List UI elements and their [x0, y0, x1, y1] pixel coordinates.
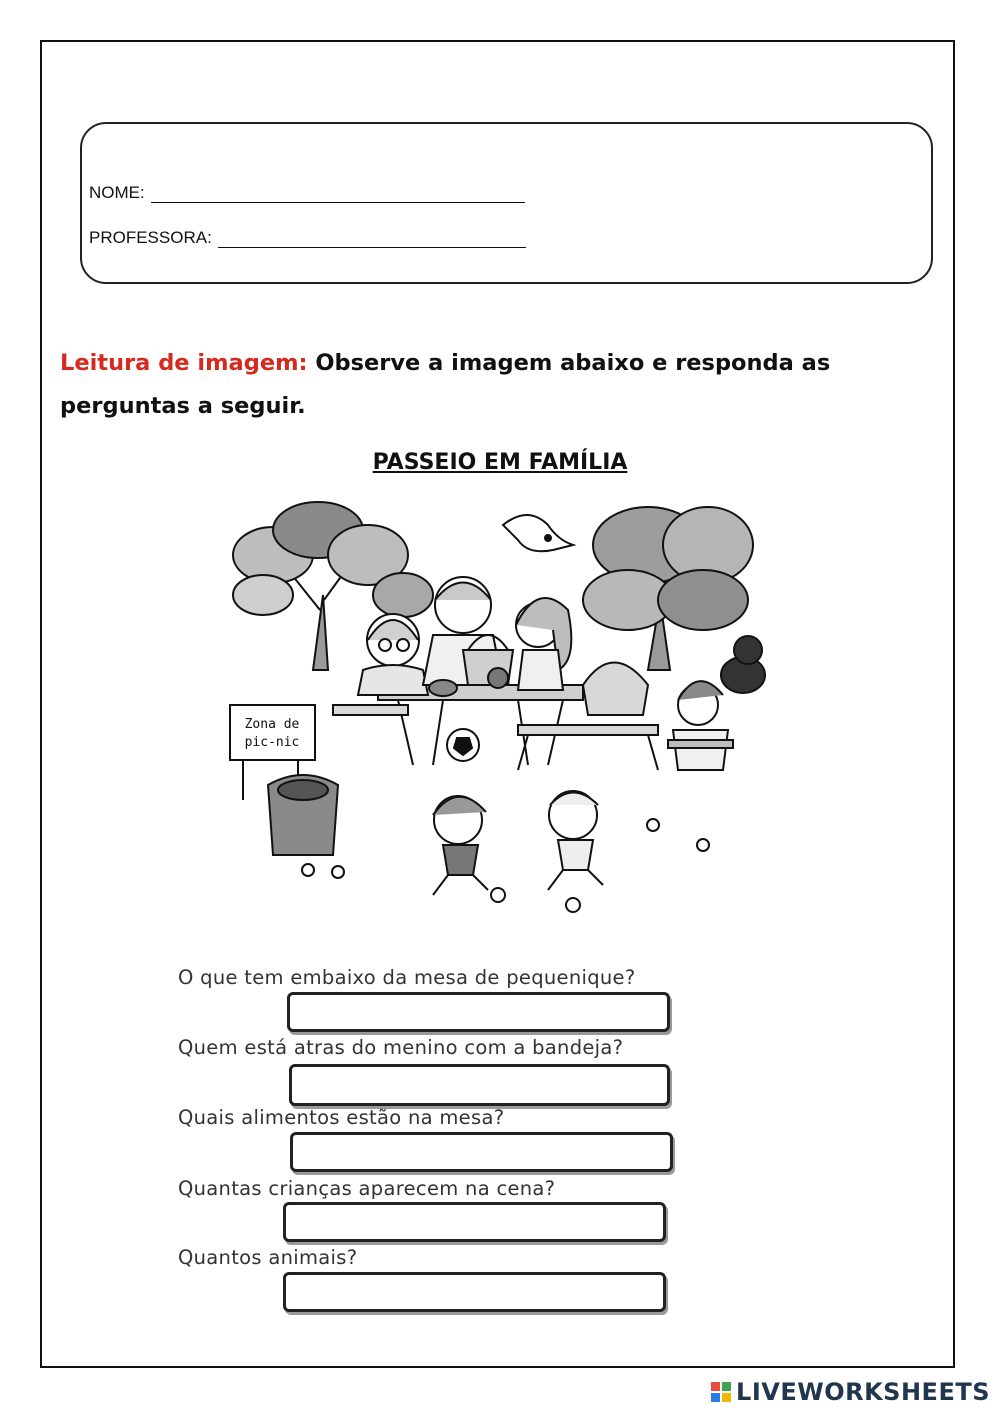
answer-box-2[interactable] — [289, 1064, 670, 1106]
mother — [516, 598, 571, 690]
question-1: O que tem embaixo da mesa de pequenique? — [178, 966, 636, 989]
answer-box-1[interactable] — [287, 992, 670, 1032]
answer-box-5[interactable] — [283, 1272, 666, 1312]
name-field — [89, 183, 525, 203]
teacher-label: PROFESSORA: — [89, 228, 212, 247]
soccer-ball — [447, 729, 479, 761]
answer-box-3[interactable] — [290, 1132, 673, 1172]
brand-name: LIVEWORKSHEETS — [736, 1378, 990, 1406]
question-3: Quais alimentos estão na mesa? — [178, 1106, 505, 1129]
girl-with-tray — [583, 663, 733, 771]
student-info-box — [80, 122, 933, 284]
answer-box-4[interactable] — [283, 1202, 666, 1242]
sign-line-1: Zona de — [244, 717, 300, 732]
trash-can — [268, 775, 338, 855]
teacher-field — [89, 228, 526, 248]
instruction-text: Observe a imagem abaixo e responda as perguntas a seguir. — [60, 350, 831, 419]
picnic-illustration — [228, 500, 788, 925]
question-5: Quantos animais? — [178, 1246, 358, 1269]
running-boy — [548, 791, 603, 890]
grandmother — [358, 614, 428, 695]
teacher-line — [218, 233, 526, 248]
flowers — [302, 819, 709, 912]
running-girl — [433, 796, 488, 895]
instruction-accent: Leitura de imagem: — [60, 350, 308, 376]
brand-footer — [710, 1378, 990, 1406]
page-title: PASSEIO EM FAMÍLIA — [372, 450, 628, 475]
question-2: Quem está atras do menino com a bandeja? — [178, 1036, 624, 1059]
dog — [721, 636, 765, 693]
name-line — [151, 188, 525, 203]
question-4: Quantas crianças aparecem na cena? — [178, 1177, 556, 1200]
name-label: NOME: — [89, 183, 145, 202]
bird — [503, 515, 573, 551]
sign-line-2: pic-nic — [244, 735, 300, 750]
liveworksheets-logo-icon — [710, 1381, 732, 1403]
right-tree — [583, 507, 753, 670]
instruction — [60, 342, 940, 428]
